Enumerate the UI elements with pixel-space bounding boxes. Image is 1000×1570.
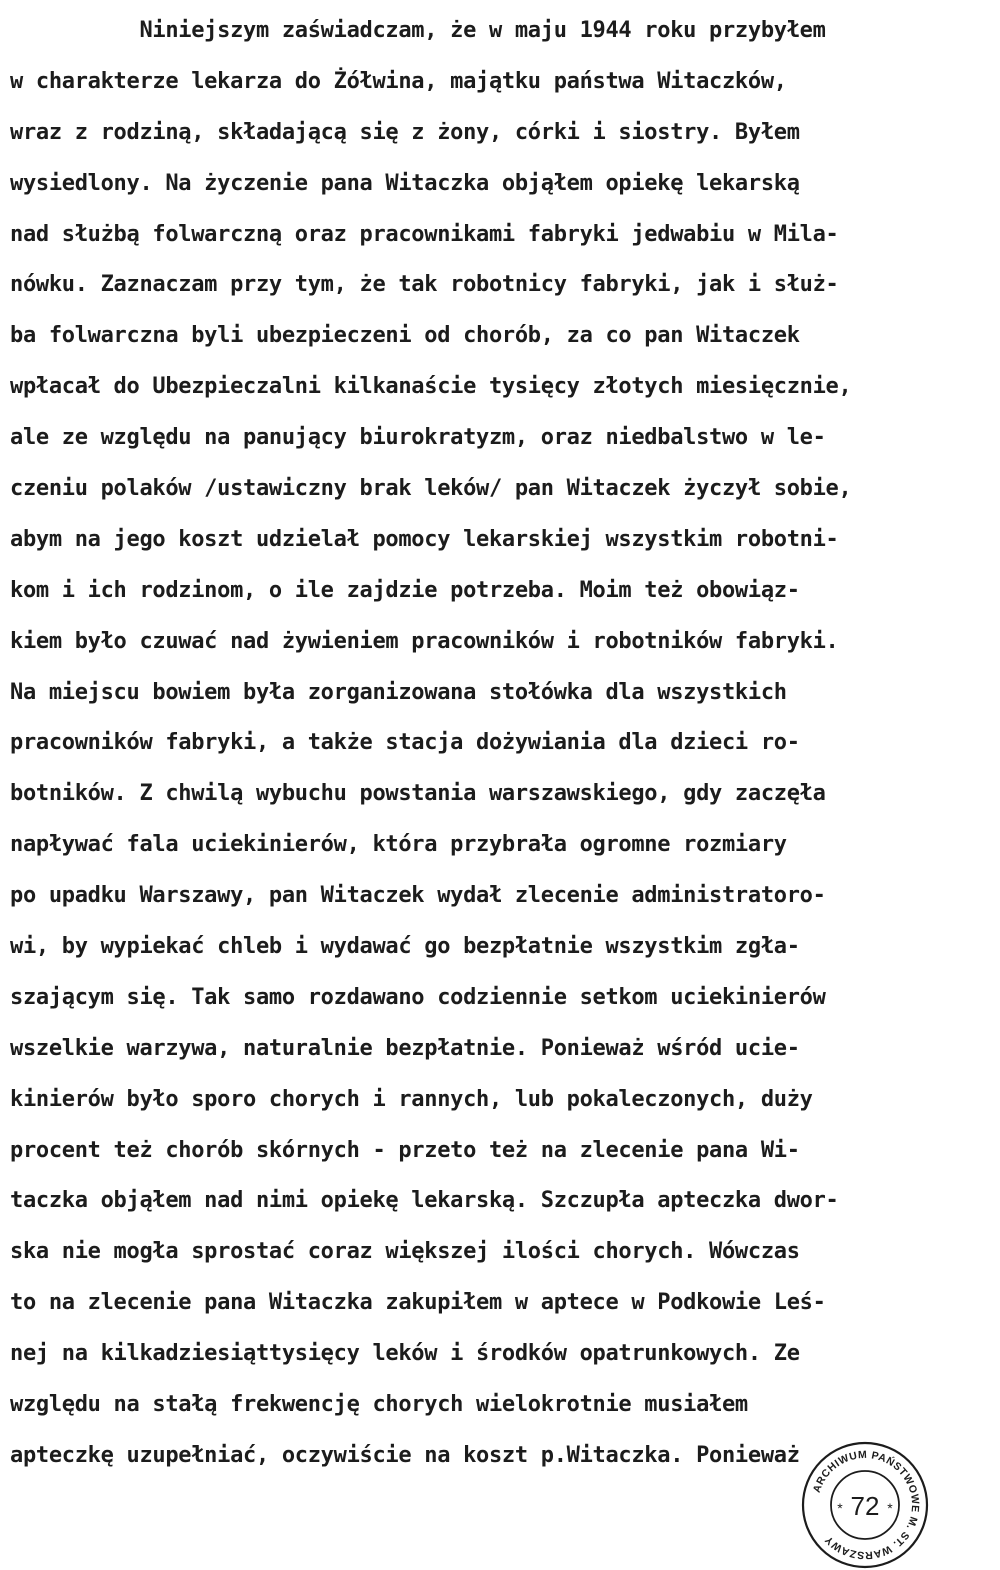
text-line: procent też chorób skórnych - przeto też na zlecenie pana Wi- (10, 1137, 800, 1163)
text-line: abym na jego koszt udzielał pomocy lekarskiej wszystkim robotni- (10, 526, 839, 552)
text-line: wszelkie warzywa, naturalnie bezpłatnie. Ponieważ wśród ucie- (10, 1035, 800, 1061)
text-line: Na miejscu bowiem była zorganizowana stołówka dla wszystkich (10, 679, 787, 705)
text-line: kinierów było sporo chorych i rannych, lub pokaleczonych, duży (10, 1086, 813, 1112)
stamp-number: 72 (850, 1491, 880, 1521)
text-line: botników. Z chwilą wybuchu powstania warszawskiego, gdy zaczęła (10, 781, 826, 807)
stamp-archive-text: ARCHIWUM PAŃSTWOWE M. ST. WARSZAWY (810, 1448, 922, 1562)
text-line: nówku. Zaznaczam przy tym, że tak robotnicy fabryki, jak i służ- (10, 272, 839, 298)
text-line: napływać fala uciekinierów, która przybrała ogromne rozmiary (10, 832, 787, 858)
typed-letter-body (10, 6, 995, 1482)
text-line: Niniejszym zaświadczam, że w maju 1944 roku przybyłem (10, 18, 826, 43)
text-line: względu na stałą frekwencję chorych wielokrotnie musiałem (10, 1392, 748, 1418)
text-line: wpłacał do Ubezpieczalni kilkanaście tysięcy złotych miesięcznie, (10, 374, 852, 400)
text-line: taczka objąłem nad nimi opiekę lekarską. Szczupła apteczka dwor- (10, 1188, 839, 1214)
text-line: to na zlecenie pana Witaczka zakupiłem w aptece w Podkowie Leś- (10, 1290, 826, 1316)
text-line: ba folwarczna byli ubezpieczeni od chorób, za co pan Witaczek (10, 323, 800, 349)
stamp-star-right-icon: * (887, 1500, 893, 1516)
text-line: nad służbą folwarczną oraz pracownikami fabryki jedwabiu w Mila- (10, 221, 839, 247)
text-line: apteczkę uzupełniać, oczywiście na koszt p.Witaczka. Ponieważ (10, 1442, 800, 1468)
archive-stamp (800, 1440, 930, 1570)
text-line: wi, by wypiekać chleb i wydawać go bezpłatnie wszystkim zgła- (10, 934, 800, 960)
text-line: pracowników fabryki, a także stacja dożywiania dla dzieci ro- (10, 730, 800, 756)
text-line: nej na kilkadziesiąttysięcy leków i środków opatrunkowych. Ze (10, 1341, 800, 1367)
text-line: kiem było czuwać nad żywieniem pracowników i robotników fabryki. (10, 628, 839, 654)
text-line: wysiedlony. Na życzenie pana Witaczka objąłem opiekę lekarską (10, 170, 800, 196)
text-line: ska nie mogła sprostać coraz większej ilości chorych. Wówczas (10, 1239, 800, 1265)
stamp-star-left-icon: * (837, 1500, 843, 1516)
text-line: w charakterze lekarza do Żółwina, majątku państwa Witaczków, (10, 68, 787, 94)
text-line: po upadku Warszawy, pan Witaczek wydał zlecenie administratoro- (10, 883, 826, 909)
text-line: kom i ich rodzinom, o ile zajdzie potrzeba. Moim też obowiąz- (10, 577, 800, 603)
text-line: czeniu polaków /ustawiczny brak leków/ pan Witaczek życzył sobie, (10, 476, 852, 502)
text-line: szającym się. Tak samo rozdawano codziennie setkom uciekinierów (10, 984, 826, 1010)
text-line: wraz z rodziną, składającą się z żony, córki i siostry. Byłem (10, 119, 800, 145)
text-line: ale ze względu na panujący biurokratyzm, oraz niedbalstwo w le- (10, 425, 826, 451)
